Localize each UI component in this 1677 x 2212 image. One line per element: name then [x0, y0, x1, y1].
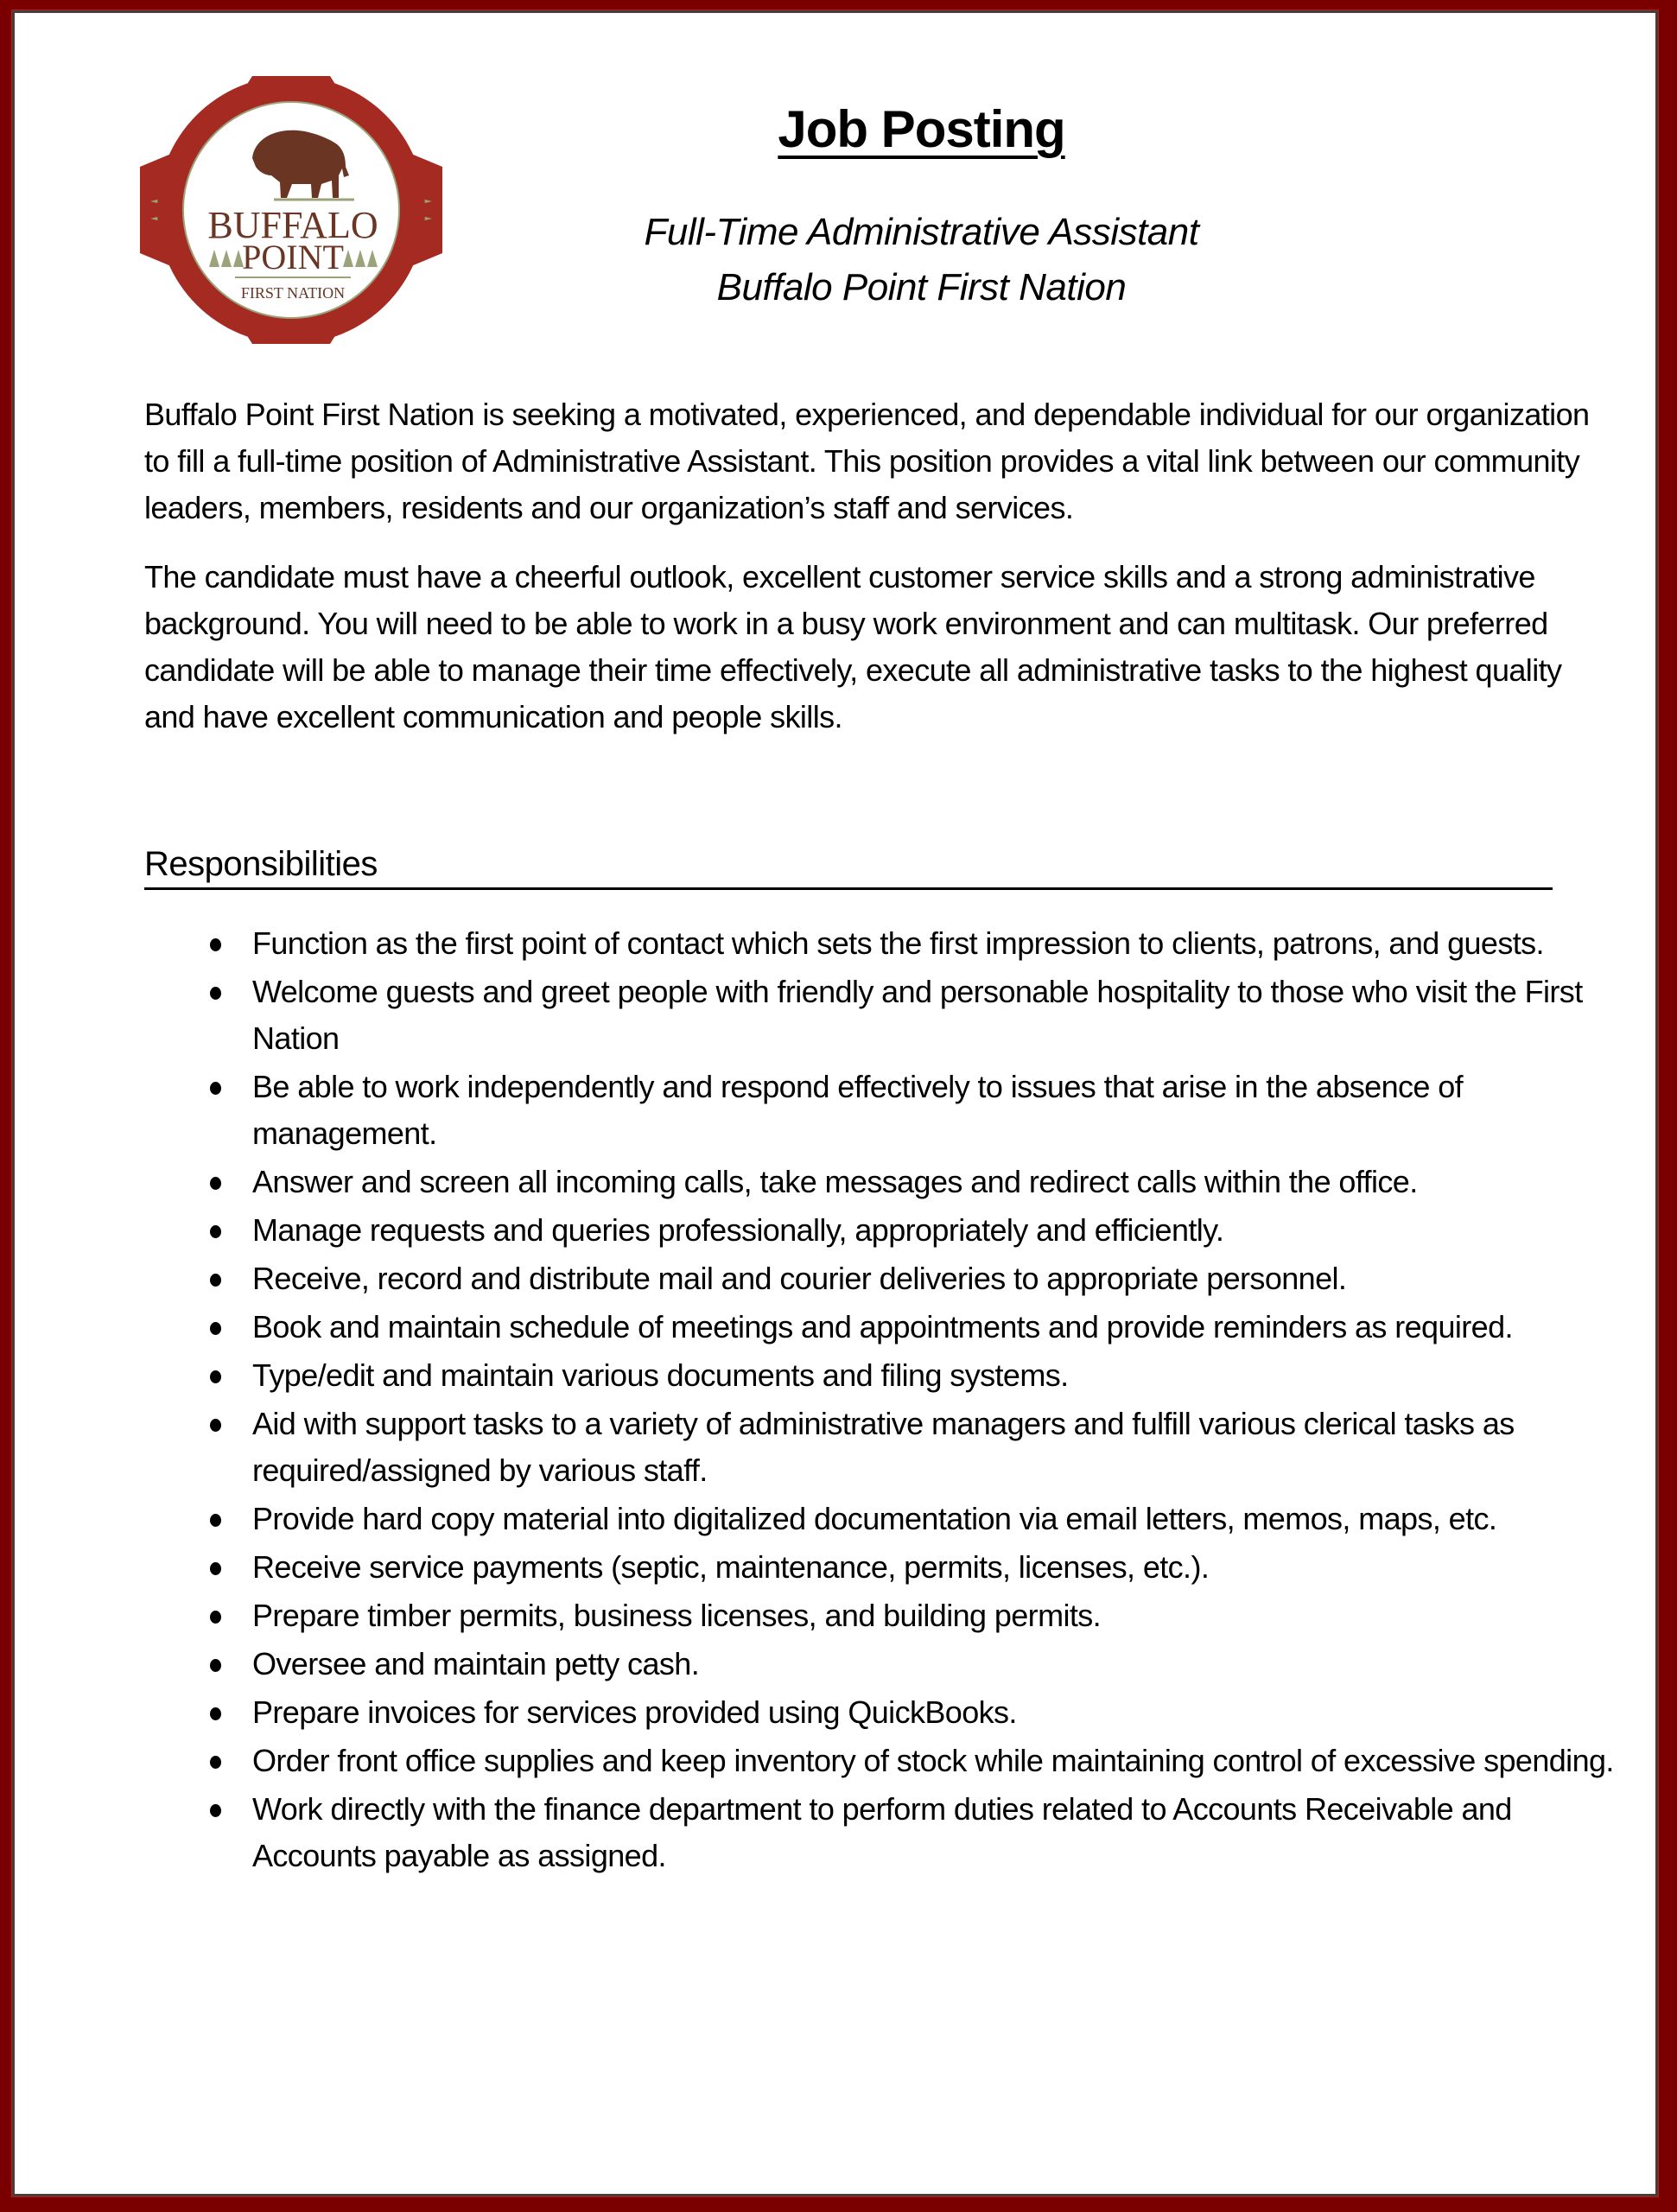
bullet-icon [210, 1419, 221, 1432]
bullet-icon [210, 938, 221, 951]
logo-text-first-nation: FIRST NATION [240, 284, 346, 302]
list-item: Be able to work independently and respond effectively to issues that arise in the absence of management. [144, 1064, 1630, 1157]
list-item: Provide hard copy material into digitalized documentation via email letters, memos, maps, etc. [144, 1496, 1630, 1542]
bullet-icon [210, 1804, 221, 1817]
intro-paragraph: The candidate must have a cheerful outlook, excellent customer service skills and a strong administrative background. You will need to be able to work in a busy work environment and can multitask. Our preferred candidate will be able to manage their time effectively, execute all administrative tasks to the highest quality and have excellent communication and people skills. [144, 559, 1562, 734]
bullet-icon [210, 1659, 221, 1672]
bullet-icon [210, 1225, 221, 1238]
list-item: Prepare timber permits, business licenses, and building permits. [144, 1592, 1630, 1639]
bullet-icon [210, 1562, 221, 1575]
document-page [12, 10, 1658, 2196]
bullet-icon [210, 1274, 221, 1287]
list-item: Type/edit and maintain various documents and filing systems. [144, 1352, 1630, 1399]
header [15, 99, 1655, 159]
list-item: Book and maintain schedule of meetings and appointments and provide reminders as required. [144, 1304, 1630, 1351]
bullet-icon [210, 987, 221, 1000]
bullet-icon [210, 1707, 221, 1720]
bullet-icon [210, 1177, 221, 1190]
intro-section [144, 391, 1596, 763]
page-title: Job Posting [778, 100, 1065, 158]
list-item: Receive, record and distribute mail and courier deliveries to appropriate personnel. [144, 1255, 1630, 1302]
position-title: Full-Time Administrative Assistant [644, 211, 1199, 253]
list-item: Answer and screen all incoming calls, take messages and redirect calls within the office. [144, 1159, 1630, 1205]
bullet-icon [210, 1082, 221, 1095]
organization-name: Buffalo Point First Nation [716, 266, 1127, 308]
list-item: Work directly with the finance department to perform duties related to Accounts Receivable and Accounts payable as assigned. [144, 1786, 1630, 1879]
logo-text-buffalo: BUFFALO [207, 204, 378, 246]
responsibilities-list [144, 920, 1630, 1881]
list-item: Function as the first point of contact which sets the first impression to clients, patrons, and guests. [144, 920, 1630, 967]
intro-paragraph: Buffalo Point First Nation is seeking a motivated, experienced, and dependable individual for our organization to fill a full-time position of Administrative Assistant. This position provides a vital link between our community leaders, members, residents and our organization’s staff and services. [144, 397, 1590, 525]
logo-text-point: POINT [242, 238, 344, 276]
list-item: Oversee and maintain petty cash. [144, 1641, 1630, 1688]
bullet-icon [210, 1611, 221, 1624]
list-item: Receive service payments (septic, maintenance, permits, licenses, etc.). [144, 1544, 1630, 1591]
bullet-icon [210, 1514, 221, 1527]
list-item: Aid with support tasks to a variety of administrative managers and fulfill various clerical tasks as required/assigned by various staff. [144, 1401, 1630, 1494]
bullet-icon [210, 1322, 221, 1335]
list-item: Order front office supplies and keep inventory of stock while maintaining control of excessive spending. [144, 1738, 1630, 1784]
list-item: Welcome guests and greet people with friendly and personable hospitality to those who visit the First Nation [144, 969, 1630, 1062]
responsibilities-heading: Responsibilities [144, 841, 1553, 890]
bullet-icon [210, 1756, 221, 1769]
bullet-icon [210, 1370, 221, 1383]
subtitle [15, 205, 1655, 315]
list-item: Manage requests and queries professionally, appropriately and efficiently. [144, 1207, 1630, 1254]
list-item: Prepare invoices for services provided using QuickBooks. [144, 1689, 1630, 1736]
